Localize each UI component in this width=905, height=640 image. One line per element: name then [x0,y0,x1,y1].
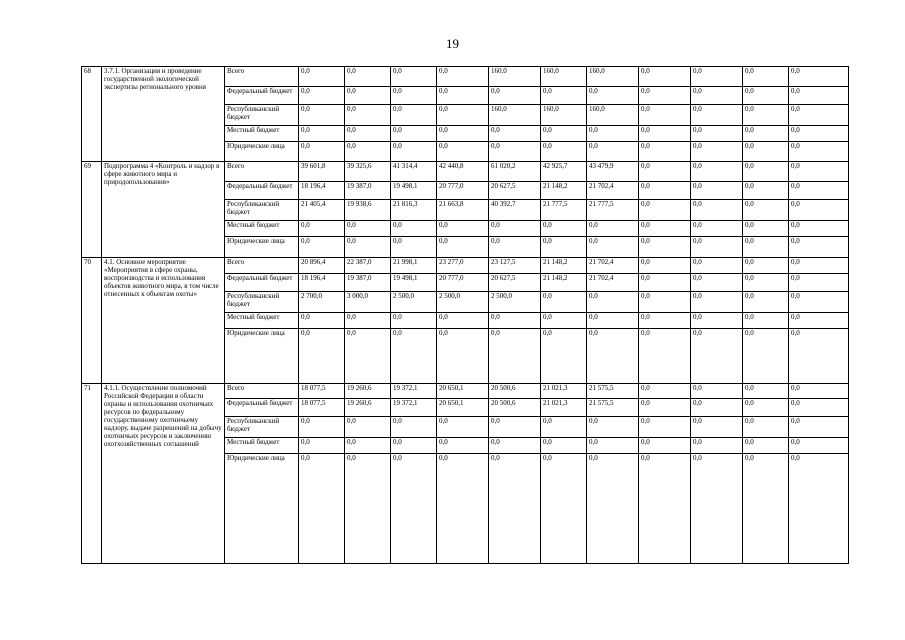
funding-source: Юридические лица [225,142,299,162]
amount-cell: 160,0 [541,67,587,87]
amount-cell: 21 575,5 [587,399,639,417]
funding-source: Юридические лица [225,237,299,258]
amount-cell: 0,0 [691,162,743,182]
funding-source: Федеральный бюджет [225,87,299,105]
amount-cell: 0,0 [743,292,789,313]
amount-cell: 0,0 [391,454,437,564]
amount-cell: 0,0 [743,221,789,237]
amount-cell: 23 277,0 [437,258,489,274]
amount-cell: 18 196,4 [299,182,345,200]
amount-cell: 23 127,5 [489,258,541,274]
program-title: 4.1.1. Осуществление полномочий Российской Федерации в области охраны и использования охотничьих ресурсов по федеральному государственному охотничьему надзору, выдаче разрешений на добычу охотничьих ресурсов и заключению охотхозяйственных соглашений [102,384,225,564]
amount-cell: 0,0 [541,87,587,105]
amount-cell: 0,0 [541,417,587,438]
amount-cell: 0,0 [789,142,849,162]
program-title: 3.7.1. Организация и проведение государственной экологической экспертизы регионального уровня [102,67,225,162]
amount-cell: 0,0 [639,399,691,417]
amount-cell: 0,0 [789,454,849,564]
amount-cell: 0,0 [743,142,789,162]
amount-cell: 0,0 [391,67,437,87]
amount-cell: 0,0 [345,454,391,564]
amount-cell: 0,0 [691,274,743,292]
amount-cell: 21 702,4 [587,182,639,200]
amount-cell: 19 387,0 [345,182,391,200]
amount-cell: 0,0 [639,313,691,329]
amount-cell: 0,0 [743,87,789,105]
amount-cell: 19 387,0 [345,274,391,292]
amount-cell: 0,0 [587,126,639,142]
amount-cell: 21 148,2 [541,182,587,200]
row-number: 71 [82,384,102,564]
amount-cell: 20 500,6 [489,399,541,417]
amount-cell: 0,0 [299,329,345,384]
funding-source: Всего [225,162,299,182]
amount-cell: 0,0 [743,313,789,329]
amount-cell: 21 148,2 [541,274,587,292]
amount-cell: 0,0 [437,438,489,454]
amount-cell: 19 260,6 [345,384,391,399]
amount-cell: 0,0 [639,105,691,126]
amount-cell: 0,0 [587,417,639,438]
amount-cell: 0,0 [691,329,743,384]
amount-cell: 0,0 [541,221,587,237]
amount-cell: 0,0 [789,438,849,454]
amount-cell: 0,0 [639,417,691,438]
amount-cell: 0,0 [391,313,437,329]
amount-cell: 0,0 [437,221,489,237]
amount-cell: 0,0 [743,438,789,454]
amount-cell: 0,0 [345,105,391,126]
amount-cell: 0,0 [743,399,789,417]
amount-cell: 0,0 [789,67,849,87]
amount-cell: 0,0 [345,221,391,237]
amount-cell: 0,0 [639,258,691,274]
amount-cell: 21 998,1 [391,258,437,274]
amount-cell: 0,0 [691,399,743,417]
amount-cell: 0,0 [639,438,691,454]
amount-cell: 21 777,5 [541,200,587,221]
amount-cell: 0,0 [541,313,587,329]
amount-cell: 0,0 [639,162,691,182]
amount-cell: 0,0 [541,454,587,564]
amount-cell: 0,0 [299,142,345,162]
amount-cell: 0,0 [789,162,849,182]
amount-cell: 0,0 [691,258,743,274]
amount-cell: 0,0 [489,329,541,384]
amount-cell: 0,0 [587,313,639,329]
amount-cell: 0,0 [691,67,743,87]
amount-cell: 0,0 [691,384,743,399]
amount-cell: 21 021,3 [541,399,587,417]
amount-cell: 21 702,4 [587,274,639,292]
amount-cell: 0,0 [789,258,849,274]
amount-cell: 0,0 [391,329,437,384]
amount-cell: 0,0 [541,292,587,313]
amount-cell: 0,0 [691,438,743,454]
amount-cell: 0,0 [299,126,345,142]
amount-cell: 0,0 [639,182,691,200]
amount-cell: 0,0 [489,142,541,162]
amount-cell: 0,0 [639,221,691,237]
amount-cell: 42 440,8 [437,162,489,182]
amount-cell: 0,0 [299,313,345,329]
amount-cell: 43 479,9 [587,162,639,182]
amount-cell: 160,0 [489,105,541,126]
amount-cell: 0,0 [345,438,391,454]
amount-cell: 0,0 [587,221,639,237]
page-number: 19 [446,36,459,51]
amount-cell: 0,0 [789,221,849,237]
amount-cell: 0,0 [437,329,489,384]
amount-cell: 0,0 [691,182,743,200]
amount-cell: 21 702,4 [587,258,639,274]
amount-cell: 3 000,0 [345,292,391,313]
amount-cell: 0,0 [789,182,849,200]
table-row [82,67,849,87]
amount-cell: 0,0 [639,237,691,258]
amount-cell: 0,0 [541,438,587,454]
amount-cell: 0,0 [691,454,743,564]
amount-cell: 0,0 [587,454,639,564]
amount-cell: 0,0 [489,126,541,142]
amount-cell: 19 260,6 [345,399,391,417]
amount-cell: 0,0 [789,313,849,329]
amount-cell: 0,0 [345,313,391,329]
amount-cell: 0,0 [345,67,391,87]
amount-cell: 0,0 [437,237,489,258]
funding-source: Местный бюджет [225,438,299,454]
amount-cell: 0,0 [587,237,639,258]
amount-cell: 0,0 [789,274,849,292]
amount-cell: 2 500,0 [489,292,541,313]
amount-cell: 0,0 [437,105,489,126]
amount-cell: 21 816,3 [391,200,437,221]
amount-cell: 160,0 [541,105,587,126]
amount-cell: 0,0 [743,258,789,274]
amount-cell: 0,0 [639,200,691,221]
amount-cell: 0,0 [691,221,743,237]
amount-cell: 0,0 [639,329,691,384]
amount-cell: 18 077,5 [299,384,345,399]
amount-cell: 20 627,5 [489,182,541,200]
amount-cell: 0,0 [639,274,691,292]
amount-cell: 0,0 [391,237,437,258]
amount-cell: 0,0 [743,126,789,142]
amount-cell: 0,0 [789,87,849,105]
amount-cell: 20 777,0 [437,274,489,292]
row-number: 68 [82,67,102,162]
funding-source: Местный бюджет [225,126,299,142]
amount-cell: 42 925,7 [541,162,587,182]
amount-cell: 19 372,1 [391,384,437,399]
funding-source: Юридические лица [225,454,299,564]
amount-cell: 20 650,1 [437,384,489,399]
amount-cell: 2 700,0 [299,292,345,313]
amount-cell: 0,0 [391,126,437,142]
amount-cell: 39 601,8 [299,162,345,182]
amount-cell: 0,0 [391,105,437,126]
amount-cell: 0,0 [587,87,639,105]
amount-cell: 0,0 [541,237,587,258]
amount-cell: 19 498,1 [391,274,437,292]
amount-cell: 160,0 [587,67,639,87]
amount-cell: 0,0 [391,87,437,105]
budget-table [81,66,849,564]
amount-cell: 21 021,3 [541,384,587,399]
amount-cell: 2 500,0 [437,292,489,313]
funding-source: Всего [225,258,299,274]
amount-cell: 0,0 [437,126,489,142]
amount-cell: 0,0 [587,142,639,162]
amount-cell: 0,0 [743,329,789,384]
amount-cell: 21 148,2 [541,258,587,274]
amount-cell: 0,0 [299,417,345,438]
amount-cell: 0,0 [789,329,849,384]
program-title: 4.1. Основное мероприятие «Мероприятия в сфере охраны, воспроизводства и использования объектов животного мира, в том числе отнесенных к объектам охоты» [102,258,225,384]
amount-cell: 160,0 [489,67,541,87]
amount-cell: 0,0 [345,417,391,438]
amount-cell: 0,0 [743,105,789,126]
funding-source: Федеральный бюджет [225,274,299,292]
amount-cell: 0,0 [743,274,789,292]
funding-source: Всего [225,67,299,87]
amount-cell: 0,0 [489,313,541,329]
amount-cell: 0,0 [691,292,743,313]
amount-cell: 0,0 [437,454,489,564]
funding-source: Местный бюджет [225,313,299,329]
amount-cell: 0,0 [639,142,691,162]
amount-cell: 0,0 [587,438,639,454]
amount-cell: 0,0 [639,67,691,87]
amount-cell: 160,0 [587,105,639,126]
funding-source: Федеральный бюджет [225,399,299,417]
amount-cell: 0,0 [489,237,541,258]
amount-cell: 0,0 [789,200,849,221]
amount-cell: 0,0 [345,87,391,105]
amount-cell: 0,0 [299,221,345,237]
amount-cell: 0,0 [691,237,743,258]
amount-cell: 0,0 [345,237,391,258]
amount-cell: 0,0 [299,105,345,126]
program-title: Подпрограмма 4 «Контроль и надзор в сфере животного мира и природопользования» [102,162,225,258]
amount-cell: 0,0 [639,126,691,142]
amount-cell: 0,0 [639,292,691,313]
amount-cell: 0,0 [489,454,541,564]
amount-cell: 0,0 [743,454,789,564]
amount-cell: 0,0 [691,417,743,438]
funding-source: Всего [225,384,299,399]
amount-cell: 0,0 [299,237,345,258]
amount-cell: 22 387,0 [345,258,391,274]
table-row [82,384,849,399]
amount-cell: 21 575,5 [587,384,639,399]
amount-cell: 0,0 [691,126,743,142]
amount-cell: 0,0 [789,417,849,438]
amount-cell: 21 663,8 [437,200,489,221]
amount-cell: 0,0 [789,399,849,417]
funding-source: Республиканский бюджет [225,200,299,221]
amount-cell: 0,0 [437,87,489,105]
amount-cell: 0,0 [743,200,789,221]
amount-cell: 0,0 [437,313,489,329]
amount-cell: 0,0 [587,292,639,313]
amount-cell: 0,0 [743,182,789,200]
amount-cell: 20 650,1 [437,399,489,417]
amount-cell: 0,0 [587,329,639,384]
funding-source: Юридические лица [225,329,299,384]
amount-cell: 0,0 [391,417,437,438]
amount-cell: 41 314,4 [391,162,437,182]
amount-cell: 0,0 [541,329,587,384]
amount-cell: 0,0 [345,142,391,162]
amount-cell: 18 196,4 [299,274,345,292]
amount-cell: 0,0 [391,438,437,454]
amount-cell: 0,0 [391,221,437,237]
funding-source: Федеральный бюджет [225,182,299,200]
amount-cell: 0,0 [489,438,541,454]
amount-cell: 2 500,0 [391,292,437,313]
amount-cell: 0,0 [691,105,743,126]
amount-cell: 19 938,6 [345,200,391,221]
funding-source: Местный бюджет [225,221,299,237]
amount-cell: 0,0 [299,438,345,454]
amount-cell: 0,0 [691,313,743,329]
amount-cell: 0,0 [639,384,691,399]
amount-cell: 0,0 [789,384,849,399]
row-number: 69 [82,162,102,258]
amount-cell: 0,0 [541,142,587,162]
amount-cell: 0,0 [437,142,489,162]
table-row [82,162,849,182]
amount-cell: 0,0 [299,87,345,105]
amount-cell: 0,0 [345,126,391,142]
amount-cell: 0,0 [639,454,691,564]
amount-cell: 61 020,2 [489,162,541,182]
amount-cell: 0,0 [437,417,489,438]
amount-cell: 0,0 [437,67,489,87]
funding-source: Республиканский бюджет [225,417,299,438]
amount-cell: 0,0 [789,292,849,313]
amount-cell: 0,0 [639,87,691,105]
amount-cell: 0,0 [691,200,743,221]
amount-cell: 20 500,6 [489,384,541,399]
amount-cell: 19 498,1 [391,182,437,200]
funding-source: Республиканский бюджет [225,105,299,126]
funding-source: Республиканский бюджет [225,292,299,313]
amount-cell: 0,0 [541,126,587,142]
amount-cell: 0,0 [391,142,437,162]
amount-cell: 0,0 [743,67,789,87]
amount-cell: 40 392,7 [489,200,541,221]
row-number: 70 [82,258,102,384]
amount-cell: 0,0 [489,87,541,105]
amount-cell: 20 777,0 [437,182,489,200]
amount-cell: 19 372,1 [391,399,437,417]
amount-cell: 0,0 [789,105,849,126]
amount-cell: 0,0 [489,221,541,237]
amount-cell: 0,0 [691,87,743,105]
amount-cell: 0,0 [691,142,743,162]
amount-cell: 0,0 [743,162,789,182]
table-row [82,258,849,274]
amount-cell: 0,0 [743,417,789,438]
amount-cell: 0,0 [345,329,391,384]
amount-cell: 0,0 [299,454,345,564]
amount-cell: 0,0 [743,237,789,258]
amount-cell: 18 077,5 [299,399,345,417]
amount-cell: 20 627,5 [489,274,541,292]
amount-cell: 21 777,5 [587,200,639,221]
amount-cell: 39 325,6 [345,162,391,182]
amount-cell: 0,0 [299,67,345,87]
amount-cell: 0,0 [743,384,789,399]
amount-cell: 21 405,4 [299,200,345,221]
amount-cell: 0,0 [789,126,849,142]
amount-cell: 20 896,4 [299,258,345,274]
amount-cell: 0,0 [489,417,541,438]
amount-cell: 0,0 [789,237,849,258]
